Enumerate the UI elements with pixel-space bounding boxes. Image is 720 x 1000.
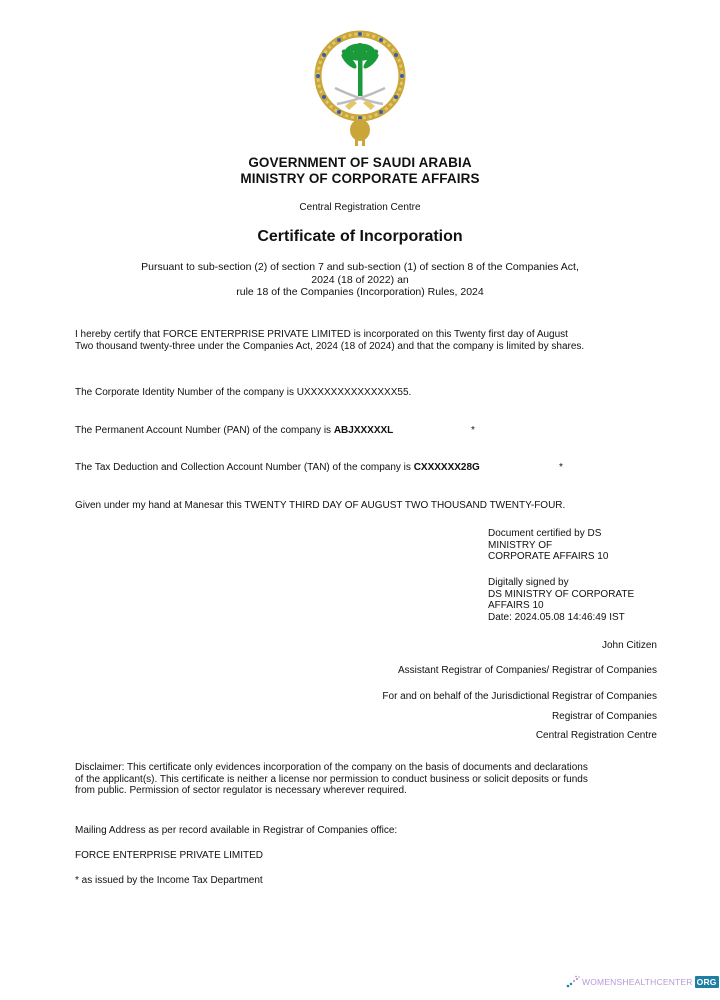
document-certified-block bbox=[488, 528, 608, 563]
tan-statement bbox=[75, 462, 575, 474]
watermark-badge: ORG bbox=[696, 977, 717, 987]
dots-logo-icon bbox=[566, 975, 580, 989]
disclaimer-line-2: of the applicant(s). This certificate is neither a license nor permission to conduct business or solicit deposits or funds bbox=[75, 773, 588, 785]
certify-line-1: I hereby certify that FORCE ENTERPRISE PRIVATE LIMITED is incorporated on this Twenty first day of August bbox=[75, 329, 568, 340]
digital-line-1: Digitally signed by bbox=[488, 577, 569, 588]
pan-value: ABJXXXXXL bbox=[333, 425, 394, 436]
ministry-heading: MINISTRY OF CORPORATE AFFAIRS bbox=[240, 171, 480, 186]
pursuant-line-3: rule 18 of the Companies (Incorporation) Rules, 2024 bbox=[236, 286, 484, 298]
disclaimer-line-3: from public. Permission of sector regulator is necessary wherever required. bbox=[75, 785, 407, 796]
certification-statement bbox=[75, 329, 675, 352]
digital-signature-block bbox=[488, 577, 634, 623]
registrar-title: Registrar of Companies bbox=[551, 711, 657, 722]
watermark-text: WOMENSHEALTHCENTER bbox=[582, 977, 693, 987]
certified-line-1: Document certified by DS bbox=[488, 528, 602, 539]
cin-value: UXXXXXXXXXXXXXX55. bbox=[296, 387, 412, 398]
pursuant-line-2: 2024 (18 of 2022) an bbox=[311, 273, 409, 286]
tan-footnote-marker: * bbox=[559, 462, 563, 473]
disclaimer bbox=[75, 762, 655, 797]
pursuant-clause bbox=[0, 261, 720, 299]
government-heading: GOVERNMENT OF SAUDI ARABIA bbox=[248, 155, 472, 170]
certified-line-2: MINISTRY OF bbox=[488, 539, 553, 551]
certified-line-3: CORPORATE AFFAIRS 10 bbox=[488, 551, 609, 562]
disclaimer-line-1: Disclaimer: This certificate only evidences incorporation of the company on the basis of documents and declarations bbox=[75, 762, 588, 773]
digital-line-3: AFFAIRS 10 bbox=[488, 600, 544, 611]
digital-line-2: DS MINISTRY OF CORPORATE bbox=[488, 588, 635, 600]
pan-label: The Permanent Account Number (PAN) of the company is bbox=[75, 425, 334, 436]
mailing-company-name: FORCE ENTERPRISE PRIVATE LIMITED bbox=[75, 850, 263, 861]
emblem-icon bbox=[313, 28, 407, 148]
watermark bbox=[566, 974, 719, 990]
signatory-designation: Assistant Registrar of Companies/ Registrar of Companies bbox=[398, 665, 657, 676]
pan-footnote-marker: * bbox=[471, 425, 475, 436]
cin-statement bbox=[75, 387, 411, 399]
footnote: * as issued by the Income Tax Department bbox=[75, 875, 263, 886]
on-behalf-of: For and on behalf of the Jurisdictional Registrar of Companies bbox=[382, 691, 657, 702]
signature-centre: Central Registration Centre bbox=[535, 730, 657, 741]
given-under-hand: Given under my hand at Manesar this TWENTY THIRD DAY OF AUGUST TWO THOUSAND TWENTY-FOUR. bbox=[75, 500, 566, 511]
pan-statement bbox=[75, 425, 495, 437]
signatory-name: John Citizen bbox=[601, 640, 657, 651]
issuing-authority bbox=[0, 155, 720, 187]
certificate-title: Certificate of Incorporation bbox=[257, 228, 463, 245]
digital-signature-date: Date: 2024.05.08 14:46:49 IST bbox=[488, 611, 625, 623]
tan-label: The Tax Deduction and Collection Account Number (TAN) of the company is bbox=[75, 462, 414, 473]
mailing-address-label: Mailing Address as per record available in Registrar of Companies office: bbox=[75, 825, 398, 836]
registration-centre: Central Registration Centre bbox=[299, 202, 421, 213]
tan-value: CXXXXXX28G bbox=[413, 462, 480, 473]
certify-line-2: Two thousand twenty-three under the Companies Act, 2024 (18 of 2024) and that the company is limited by shares. bbox=[75, 340, 585, 352]
pursuant-line-1: Pursuant to sub-section (2) of section 7 and sub-section (1) of section 8 of the Companies Act, bbox=[141, 261, 579, 273]
cin-label: The Corporate Identity Number of the company is bbox=[75, 387, 297, 398]
saudi-emblem-logo bbox=[313, 28, 407, 148]
